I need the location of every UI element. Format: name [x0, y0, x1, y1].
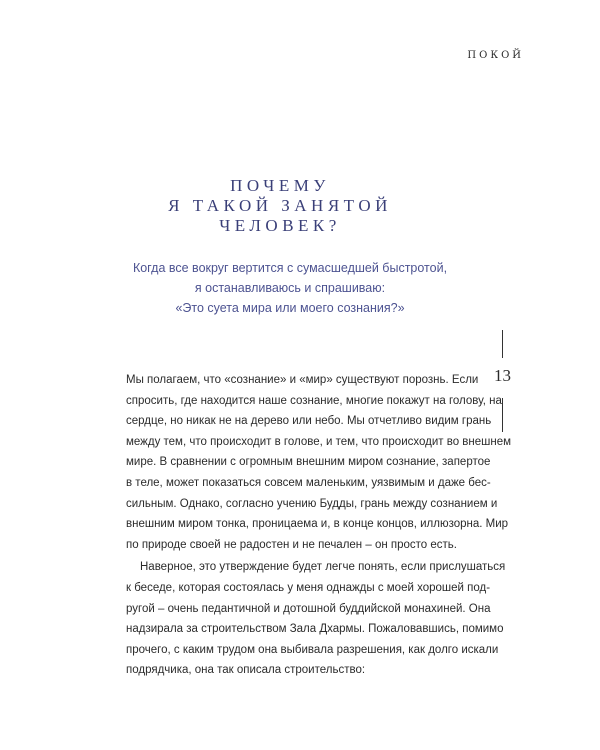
paragraph — [126, 557, 506, 681]
text-line: сильным. Однако, согласно учению Будды, грань между сознанием и — [126, 497, 498, 510]
text-line: Мы полагаем, что «сознание» и «мир» существуют порознь. Если — [126, 374, 479, 386]
text-line: в теле, может показаться совсем маленьким, уязвимым и даже бес- — [126, 476, 491, 489]
text-line: сердце, но никак не на дерево или небо. Мы отчетливо видим грань — [126, 415, 492, 428]
text-line: спросить, где находится наше сознание, многие покажут на голову, на — [126, 394, 502, 407]
text-line: Наверное, это утверждение будет легче понять, если прислушаться — [140, 561, 506, 574]
epigraph-line: я останавливаюсь и спрашиваю: — [194, 281, 386, 295]
epigraph — [100, 258, 480, 318]
running-head: ПОКОЙ — [467, 50, 524, 61]
margin-rule-top — [502, 330, 503, 358]
epigraph-line: Когда все вокруг вертится с сумасшедшей быстротой, — [132, 261, 448, 275]
chapter-title — [100, 176, 460, 236]
text-line: ругой – очень педантичной и дотошной буддийской монахиней. Она — [126, 602, 491, 615]
text-line: прочего, с каким трудом она выбивала разрешения, как долго искали — [126, 643, 499, 656]
margin-rule-bottom — [502, 398, 503, 432]
text-line: подрядчика, она так описала строительство: — [126, 664, 366, 677]
text-line: внешним миром тонка, проницаема и, в конце концов, иллюзорна. Мир — [126, 518, 509, 531]
text-line: к беседе, которая состоялась у меня однажды с моей хорошей под- — [126, 581, 491, 594]
page-number: 13 — [494, 366, 511, 385]
text-line: надзирала за строительством Зала Дхармы. Пожаловавшись, помимо — [126, 623, 504, 636]
chapter-title-line: Я ТАКОЙ ЗАНЯТОЙ — [168, 196, 392, 215]
text-line: мире. В сравнении с огромным внешним миром сознание, запертое — [126, 456, 491, 469]
text-line: по природе своей не радостен и не печален – он просто есть. — [126, 538, 457, 551]
epigraph-line: «Это суета мира или моего сознания?» — [175, 301, 405, 315]
text-line: между тем, что происходит в голове, и тем, что происходит во внешнем — [126, 435, 512, 448]
chapter-title-line: ПОЧЕМУ — [230, 176, 330, 195]
chapter-title-line: ЧЕЛОВЕК? — [219, 216, 341, 235]
